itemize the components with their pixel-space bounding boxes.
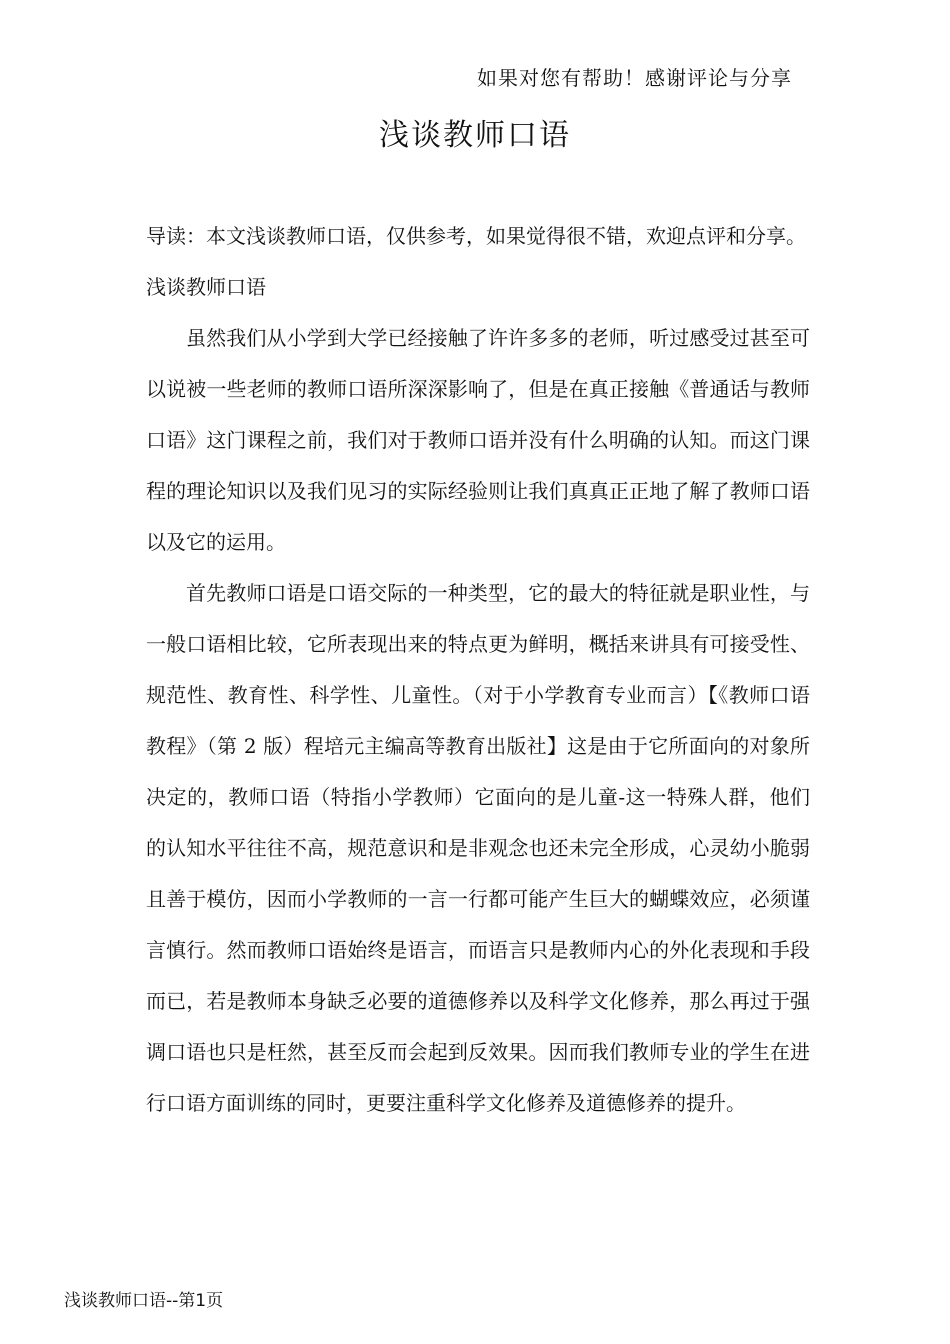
document-title: 浅谈教师口语 bbox=[379, 118, 571, 153]
section-subtitle: 浅谈教师口语 bbox=[146, 275, 266, 299]
body-paragraph-2: 首先教师口语是口语交际的一种类型，它的最大的特征就是职业性，与一般口语相比较，它所表现出来的特点更为鲜明，概括来讲具有可接受性、规范性、教育性、科学性、儿童性。（对于小学教育专业而言）【《教师口语教程》（第 2 版）程培元主编高等教育出版社】这是由于它所面向的对象所决定的，教师口语（特指小学教师）它面向的是儿童-这一特殊人群，他们的认知水平往往不高，规范意识和是非观念也还未完全形成，心灵幼小脆弱且善于模仿，因而小学教师的一言一行都可能产生巨大的蝴蝶效应，必须谨言慎行。然而教师口语始终是语言，而语言只是教师内心的外化表现和手段而已，若是教师本身缺乏必要的道德修养以及科学文化修养，那么再过于强调口语也只是枉然，甚至反而会起到反效果。因而我们教师专业的学生在进行口语方面训练的同时，更要注重科学文化修养及道德修养的提升。 bbox=[146, 581, 810, 1115]
intro-paragraph: 导读：本文浅谈教师口语，仅供参考，如果觉得很不错，欢迎点评和分享。 bbox=[146, 224, 806, 248]
body-paragraph-1: 虽然我们从小学到大学已经接触了许许多多的老师，听过感受过甚至可以说被一些老师的教师口语所深深影响了，但是在真正接触《普通话与教师口语》这门课程之前，我们对于教师口语并没有什么明确的认知。而这门课程的理论知识以及我们见习的实际经验则让我们真真正正地了解了教师口语以及它的运用。 bbox=[146, 326, 810, 554]
header-note: 如果对您有帮助！感谢评论与分享 bbox=[477, 66, 792, 90]
page-footer: 浅谈教师口语--第1页 bbox=[64, 1291, 224, 1311]
document-body bbox=[146, 211, 810, 1129]
